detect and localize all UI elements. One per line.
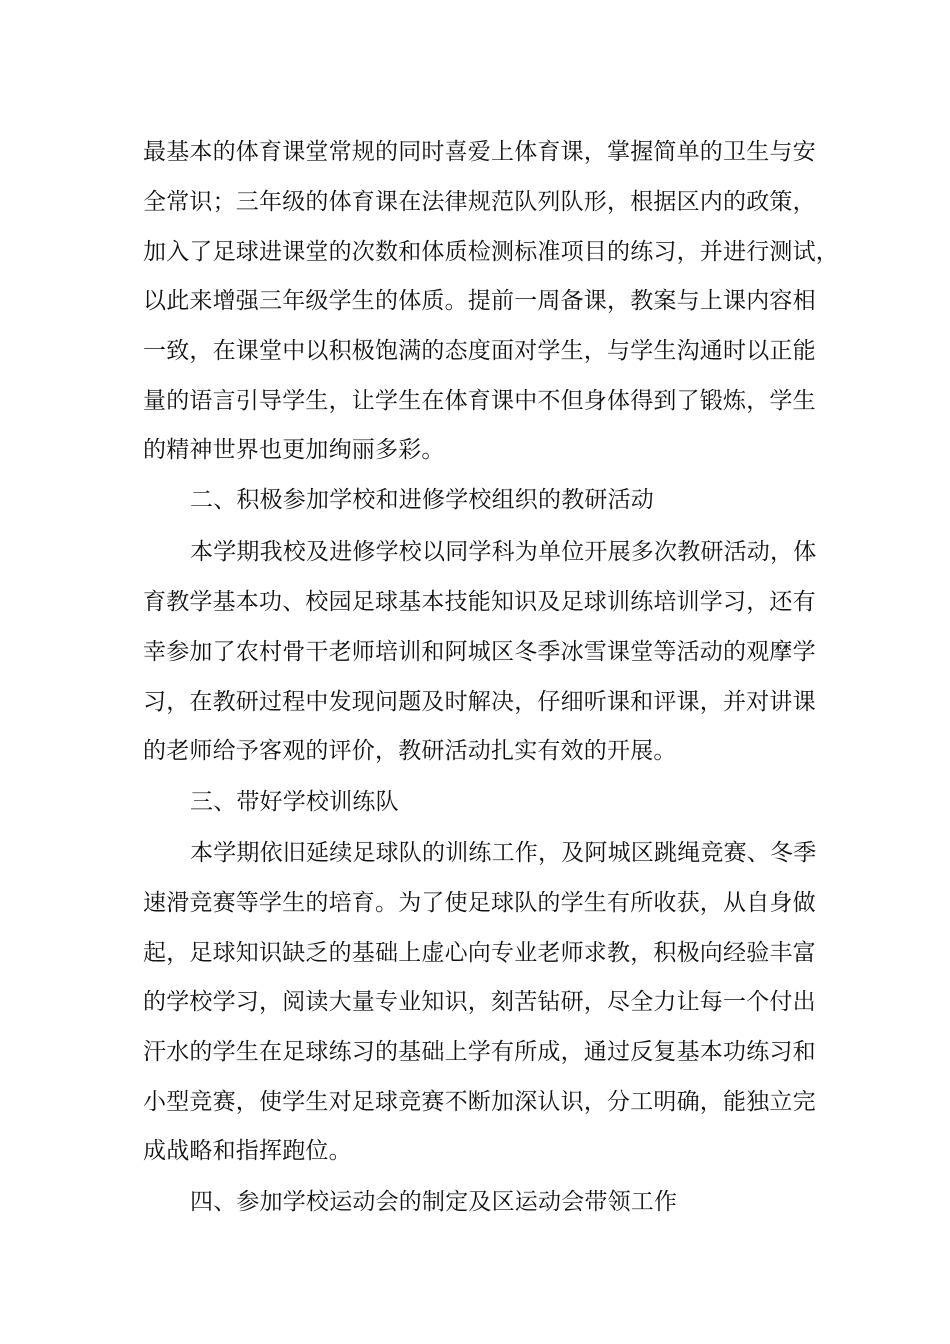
paragraph-line: 本学期依旧延续足球队的训练工作，及阿城区跳绳竞赛、冬季 bbox=[190, 840, 817, 866]
paragraph-line: 习，在教研过程中发现问题及时解决，仔细听课和评课，并对讲课 bbox=[143, 689, 816, 715]
paragraph-line: 最基本的体育课堂常规的同时喜爱上体育课，掌握简单的卫生与安 bbox=[143, 139, 816, 165]
paragraph-line: 的精神世界也更加绚丽多彩。 bbox=[143, 437, 445, 463]
paragraph-line: 小型竞赛，使学生对足球竞赛不断加深认识，分工明确，能独立完 bbox=[143, 1089, 816, 1115]
section-heading: 三、带好学校训练队 bbox=[190, 789, 399, 815]
paragraph-line: 起，足球知识缺乏的基础上虚心向专业老师求教，积极向经验丰富 bbox=[143, 940, 816, 966]
paragraph-line: 本学期我校及进修学校以同学科为单位开展多次教研活动，体 bbox=[190, 539, 817, 565]
paragraph-line: 加入了足球进课堂的次数和体质检测标准项目的练习，并进行测试， bbox=[143, 239, 839, 265]
paragraph-line: 汗水的学生在足球练习的基础上学有所成，通过反复基本功练习和 bbox=[143, 1039, 816, 1065]
paragraph-line: 速滑竞赛等学生的培育。为了使足球队的学生有所收获，从自身做 bbox=[143, 890, 816, 916]
paragraph-line: 全常识；三年级的体育课在法律规范队列队形，根据区内的政策， bbox=[143, 189, 816, 215]
paragraph-line: 育教学基本功、校园足球基本技能知识及足球训练培训学习，还有 bbox=[143, 589, 816, 615]
paragraph-line: 幸参加了农村骨干老师培训和阿城区冬季冰雪课堂等活动的观摩学 bbox=[143, 639, 816, 665]
paragraph-line: 的学校学习，阅读大量专业知识，刻苦钻研，尽全力让每一个付出 bbox=[143, 989, 816, 1015]
section-heading: 四、参加学校运动会的制定及区运动会带领工作 bbox=[190, 1189, 678, 1215]
paragraph-line: 的老师给予客观的评价，教研活动扎实有效的开展。 bbox=[143, 738, 677, 764]
paragraph-line: 以此来增强三年级学生的体质。提前一周备课，教案与上课内容相 bbox=[143, 288, 816, 314]
section-heading: 二、积极参加学校和进修学校组织的教研活动 bbox=[190, 487, 654, 513]
paragraph-line: 一致，在课堂中以积极饱满的态度面对学生，与学生沟通时以正能 bbox=[143, 338, 816, 364]
paragraph-line: 量的语言引导学生，让学生在体育课中不但身体得到了锻炼，学生 bbox=[143, 388, 816, 414]
paragraph-line: 成战略和指挥跑位。 bbox=[143, 1138, 352, 1164]
